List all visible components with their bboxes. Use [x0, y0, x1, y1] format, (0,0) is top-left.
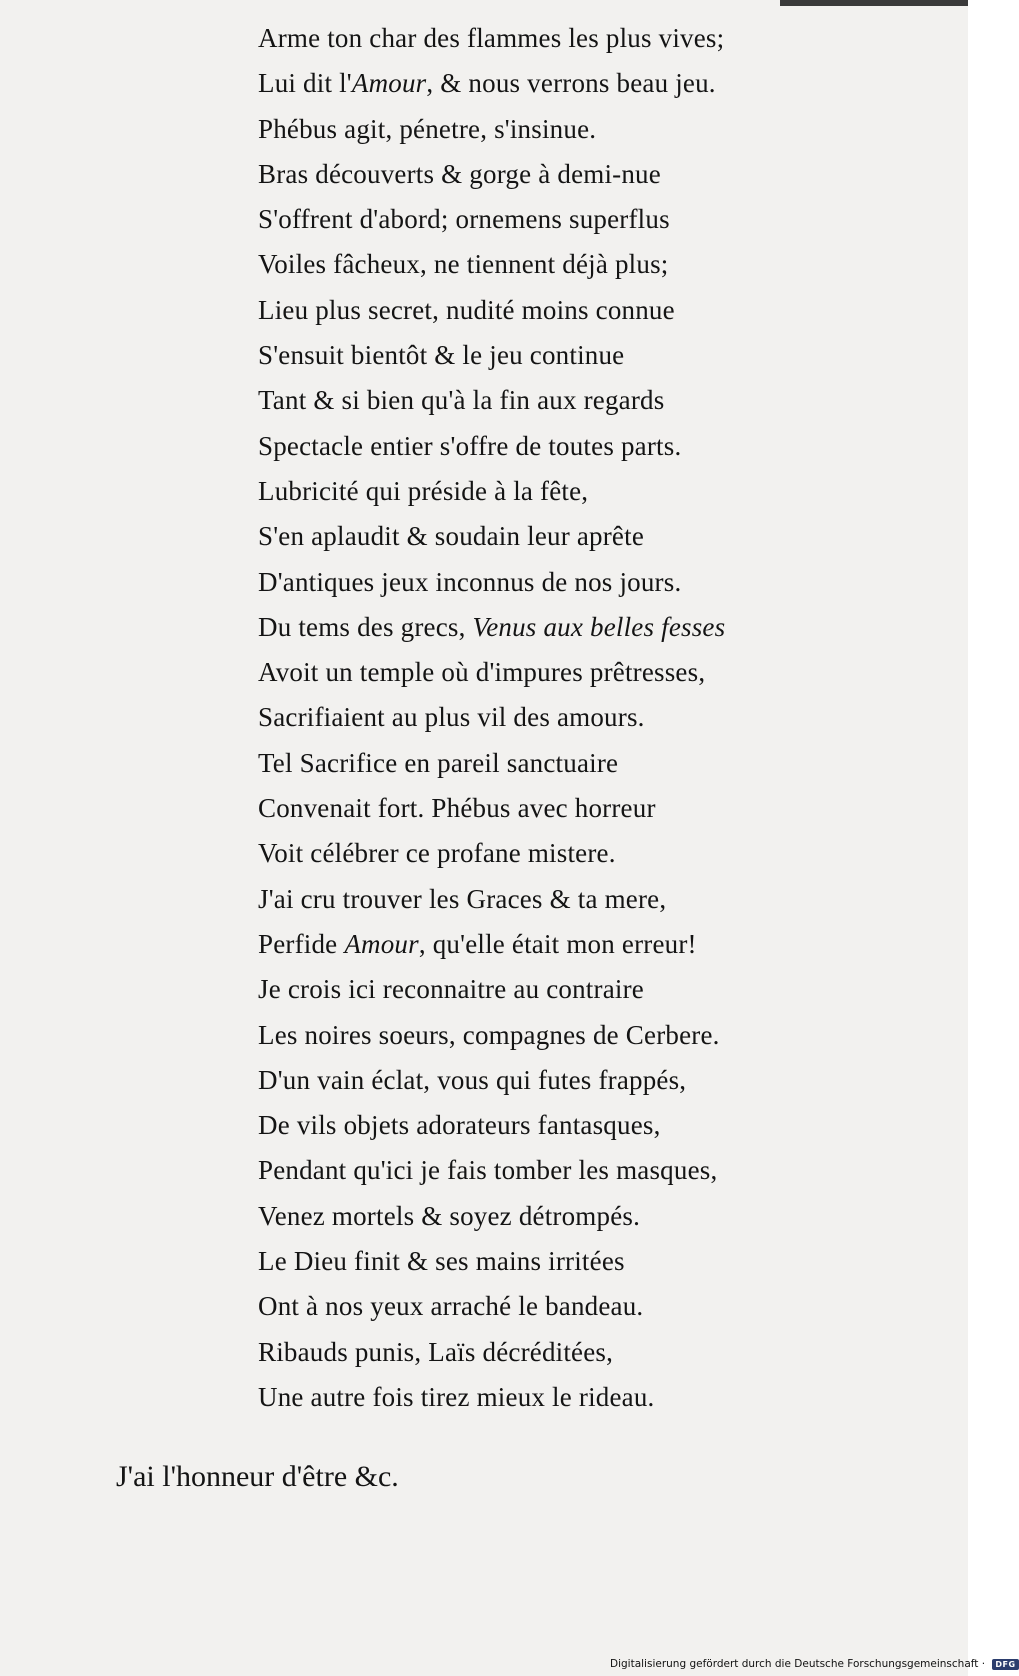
poem-line-text: Convenait fort. Phébus avec horreur [258, 793, 656, 824]
poem-line [258, 650, 725, 695]
poem-line [258, 831, 725, 876]
poem-line [258, 560, 725, 605]
poem-line [258, 786, 725, 831]
poem-line-text: Tel Sacrifice en pareil sanctuaire [258, 747, 619, 778]
poem-line-text: S'ensuit bientôt & le jeu continue [258, 340, 625, 371]
poem-line-text: D'un vain éclat, vous qui futes frappés, [258, 1064, 687, 1095]
poem-line [258, 242, 725, 287]
poem-line-text: Voit célébrer ce profane mistere. [258, 838, 616, 869]
digitization-credit [610, 1658, 1019, 1670]
poem-line-text: S'offrent d'abord; ornemens superflus [258, 204, 670, 235]
dfg-logo: DFG [992, 1659, 1018, 1670]
poem-line [258, 1239, 725, 1284]
poem-line [258, 333, 725, 378]
poem-line [258, 1148, 725, 1193]
poem-line-text: Lubricité qui préside à la fête, [258, 475, 589, 506]
poem-line-italic-text: Amour [351, 68, 427, 99]
poem-line [258, 469, 725, 514]
poem-line-text: Avoit un temple où d'impures prêtresses, [258, 657, 706, 688]
digitization-credit-text: Digitalisierung gefördert durch die Deutsche Forschungsgemeinschaft · [610, 1658, 986, 1670]
poem-line-text: J'ai cru trouver les Graces & ta mere, [258, 883, 667, 914]
poem-line-text: , & nous verrons beau jeu. [426, 68, 716, 99]
poem-line-text: Une autre fois tirez mieux le rideau. [258, 1381, 655, 1412]
poem-line [258, 1284, 725, 1329]
poem-line-text: Arme ton char des flammes les plus vives; [258, 23, 725, 53]
poem-text [258, 16, 725, 1420]
poem-line [258, 424, 725, 469]
poem-line [258, 605, 725, 650]
poem-line-text: Ribauds punis, Laïs décréditées, [258, 1336, 614, 1367]
poem-line-text: Sacrifiaient au plus vil des amours. [258, 702, 645, 733]
poem-line [258, 16, 725, 61]
poem-line [258, 1375, 725, 1420]
poem-line [258, 967, 725, 1012]
poem-line-text: Je crois ici reconnaitre au contraire [258, 974, 644, 1005]
poem-line-text: Bras découverts & gorge à demi-nue [258, 158, 661, 189]
poem-line [258, 514, 725, 559]
poem-line [258, 378, 725, 423]
poem-line [258, 1013, 725, 1058]
poem-line [258, 1103, 725, 1148]
poem-line-text: D'antiques jeux inconnus de nos jours. [258, 566, 682, 597]
poem-line [258, 152, 725, 197]
poem-line-text: S'en aplaudit & soudain leur aprête [258, 521, 645, 552]
poem-line-text: Lieu plus secret, nudité moins connue [258, 294, 675, 325]
poem-line [258, 197, 725, 242]
poem-line-text: De vils objets adorateurs fantasques, [258, 1110, 661, 1141]
poem-line-text: Pendant qu'ici je fais tomber les masques, [258, 1155, 718, 1186]
poem-line [258, 288, 725, 333]
poem-line-text: Tant & si bien qu'à la fin aux regards [258, 385, 665, 416]
poem-line [258, 922, 725, 967]
closing-formula: J'ai l'honneur d'être &c. [116, 1460, 399, 1493]
poem-line-text: Phébus agit, pénetre, s'insinue. [258, 113, 597, 144]
poem-line [258, 695, 725, 740]
poem-line-text: Lui dit l' [258, 68, 352, 99]
poem-line-text: Du tems des grecs, [258, 611, 473, 642]
poem-line [258, 1194, 725, 1239]
poem-line [258, 61, 725, 106]
poem-line-text: Les noires soeurs, compagnes de Cerbere. [258, 1019, 720, 1050]
poem-line [258, 877, 725, 922]
poem-line [258, 1058, 725, 1103]
poem-line-text: , qu'elle était mon erreur! [418, 928, 697, 959]
page-top-edge [780, 0, 968, 6]
poem-line-text: Venez mortels & soyez détrompés. [258, 1200, 641, 1231]
poem-line-text: Voiles fâcheux, ne tiennent déjà plus; [258, 249, 669, 280]
poem-line-text: Ont à nos yeux arraché le bandeau. [258, 1291, 644, 1322]
poem-line [258, 1330, 725, 1375]
poem-line-italic-text: Amour [344, 928, 419, 959]
poem-line-text: Le Dieu finit & ses mains irritées [258, 1246, 625, 1277]
poem-line-text: Perfide [258, 928, 345, 959]
poem-line [258, 741, 725, 786]
poem-line-italic-text: Venus aux belles fesses [472, 611, 726, 642]
poem-line-text: Spectacle entier s'offre de toutes parts. [258, 430, 682, 461]
scan-margin [968, 0, 1000, 1676]
poem-line [258, 107, 725, 152]
